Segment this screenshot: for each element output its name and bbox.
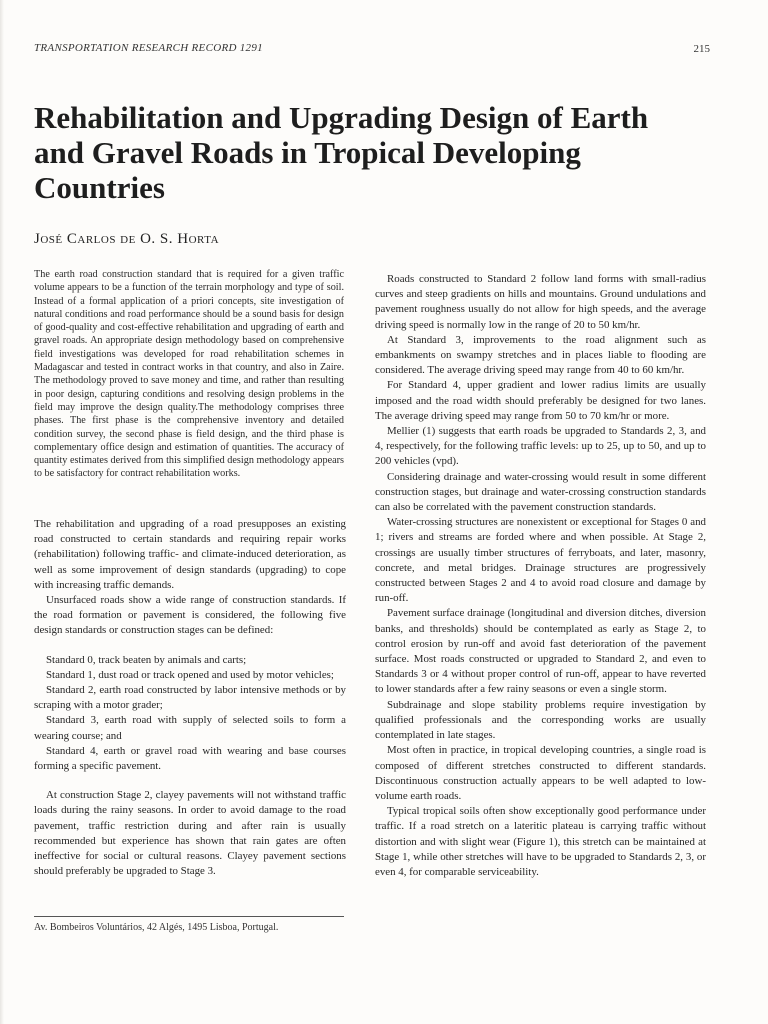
stage2-paragraph: At construction Stage 2, clayey pavements will not withstand traffic loads during the rainy seasons. In order to avoid damage to the road pavement, traffic restriction during and after rain is usually recommended but experience has shown that rain gates are often ineffective for social or cultural reasons. Clayey pavement sections should preferably be upgraded to Stage 3. <box>34 789 346 878</box>
running-header-journal: TRANSPORTATION RESEARCH RECORD 1291 <box>34 42 263 54</box>
standard-item: Standard 2, earth road constructed by labor intensive methods or by scraping with a motor grader; <box>34 684 346 712</box>
standard-item: Standard 4, earth or gravel road with wearing and base courses forming a specific pavement. <box>34 744 346 773</box>
intro-paragraph-2: Unsurfaced roads show a wide range of construction standards. If the road formation or pavement is considered, the following five design standards or construction stages can be defined: <box>34 594 346 637</box>
body-paragraph: Roads constructed to Standard 2 follow land forms with small-radius curves and steep gradients on hills and mountains. Ground undulations and pavement roughness usually do not allow for high speeds, and the average driving speed is normally low in the range of 20 to 50 km/hr. <box>375 273 706 331</box>
article-title: Rehabilitation and Upgrading Design of Earth and Gravel Roads in Tropical Developing Countries <box>34 100 649 205</box>
intro-paragraph-1: The rehabilitation and upgrading of a road presupposes an existing road constructed to certain standards and requiring repair works (rehabilitation) following traffic- and climate-induced deterioration, as well as some improvement of design standards (upgrading) to cope with increasing traffic demands. <box>34 518 346 591</box>
left-column <box>34 517 346 879</box>
body-paragraph: Most often in practice, in tropical developing countries, a single road is composed of different stretches constructed to different standards. Discontinuous construction actually appears to be well adapted to low-volume earth roads. <box>375 744 706 802</box>
body-paragraph: Subdrainage and slope stability problems require investigation by qualified professionals and the corresponding works are usually contemplated in late stages. <box>375 698 706 742</box>
standard-item: Standard 3, earth road with supply of selected soils to form a wearing course; and <box>34 714 346 742</box>
page-number: 215 <box>693 43 710 55</box>
body-paragraph: Mellier (1) suggests that earth roads be upgraded to Standards 2, 3, and 4, respectively, for the following traffic levels: up to 25, up to 50, and up to 200 vehicles (vpd). <box>375 425 706 468</box>
body-paragraph: Typical tropical soils often show exceptionally good performance under traffic. If a road stretch on a lateritic plateau is carrying traffic without distortion and with slight wear (Figure 1), this stretch can be maintained at Stage 1, while other stretches will have to be upgraded to Standards 2, 3, or even 4, for comparable serviceability. <box>375 805 706 878</box>
body-paragraph: Pavement surface drainage (longitudinal and diversion ditches, diversion banks, and thresholds) should be contemplated as early as Stage 2, to control erosion by run-off and avoid fast deterioration of the pavement surface. Most roads constructed or upgraded to Standard 2, and even to Standards 3 or 4 without proper control of run-off, appear to have reverted to lower standards after a few rainy seasons or even a single storm. <box>375 607 706 696</box>
author-name: José Carlos de O. S. Horta <box>34 231 220 247</box>
body-paragraph: For Standard 4, upper gradient and lower radius limits are usually imposed and the road width should preferably be designed for two lanes. The average driving speed may range from 50 to 70 km/hr or more. <box>375 379 706 422</box>
page-edge-shadow <box>0 0 4 1024</box>
right-column <box>375 272 706 880</box>
abstract: The earth road construction standard that is required for a given traffic volume appears to be a function of the terrain morphology and type of soil. Instead of a formal application of a priori concepts, site investigation of natural conditions and road performance should be a sound basis for design of good-quality and cost-effective rehabilitation and upgrading of earth and gravel roads. An appropriate design methodology based on comprehensive field investigations was developed for road rehabilitation schemes in Madagascar and tested in contract works in that country, and also in Zaire. The methodology proved to save money and time, and rather than resulting in poor design, capturing conditions and resolving design problems in the field may improve the design quality.The methodology comprises three phases. The first phase is the comprehensive inventory and detailed condition survey, the second phase is field design, and the third phase is complementary office design and estimation of quantities. The accuracy of quantity estimates derived from this simplified design methodology appears to be satisfactory for contract rehabilitation works. <box>34 269 344 480</box>
footnote-divider <box>34 916 344 917</box>
body-paragraph: Water-crossing structures are nonexistent or exceptional for Stages 0 and 1; rivers and streams are forded where and when possible. At Stage 2, crossings are usually timber structures of ferryboats, and later, masonry, concrete, and metal bridges. Drainage structures are progressively constructed between Stages 2 and 4 to avoid road closure and damage by run-off. <box>375 516 706 605</box>
body-paragraph: Considering drainage and water-crossing would result in some different construction stages, but drainage and water-crossing construction standards can also be correlated with the pavement construction standards. <box>375 470 706 514</box>
standards-list <box>34 653 346 775</box>
body-paragraph: At Standard 3, improvements to the road alignment such as embankments on swampy stretches and in places liable to flooding are considered. The average driving speed may range from 40 to 60 km/hr. <box>375 333 706 377</box>
author-affiliation-footnote: Av. Bombeiros Voluntários, 42 Algés, 1495 Lisboa, Portugal. <box>34 922 279 933</box>
standard-item: Standard 1, dust road or track opened and used by motor vehicles; <box>46 668 334 681</box>
standard-item: Standard 0, track beaten by animals and carts; <box>46 653 247 666</box>
